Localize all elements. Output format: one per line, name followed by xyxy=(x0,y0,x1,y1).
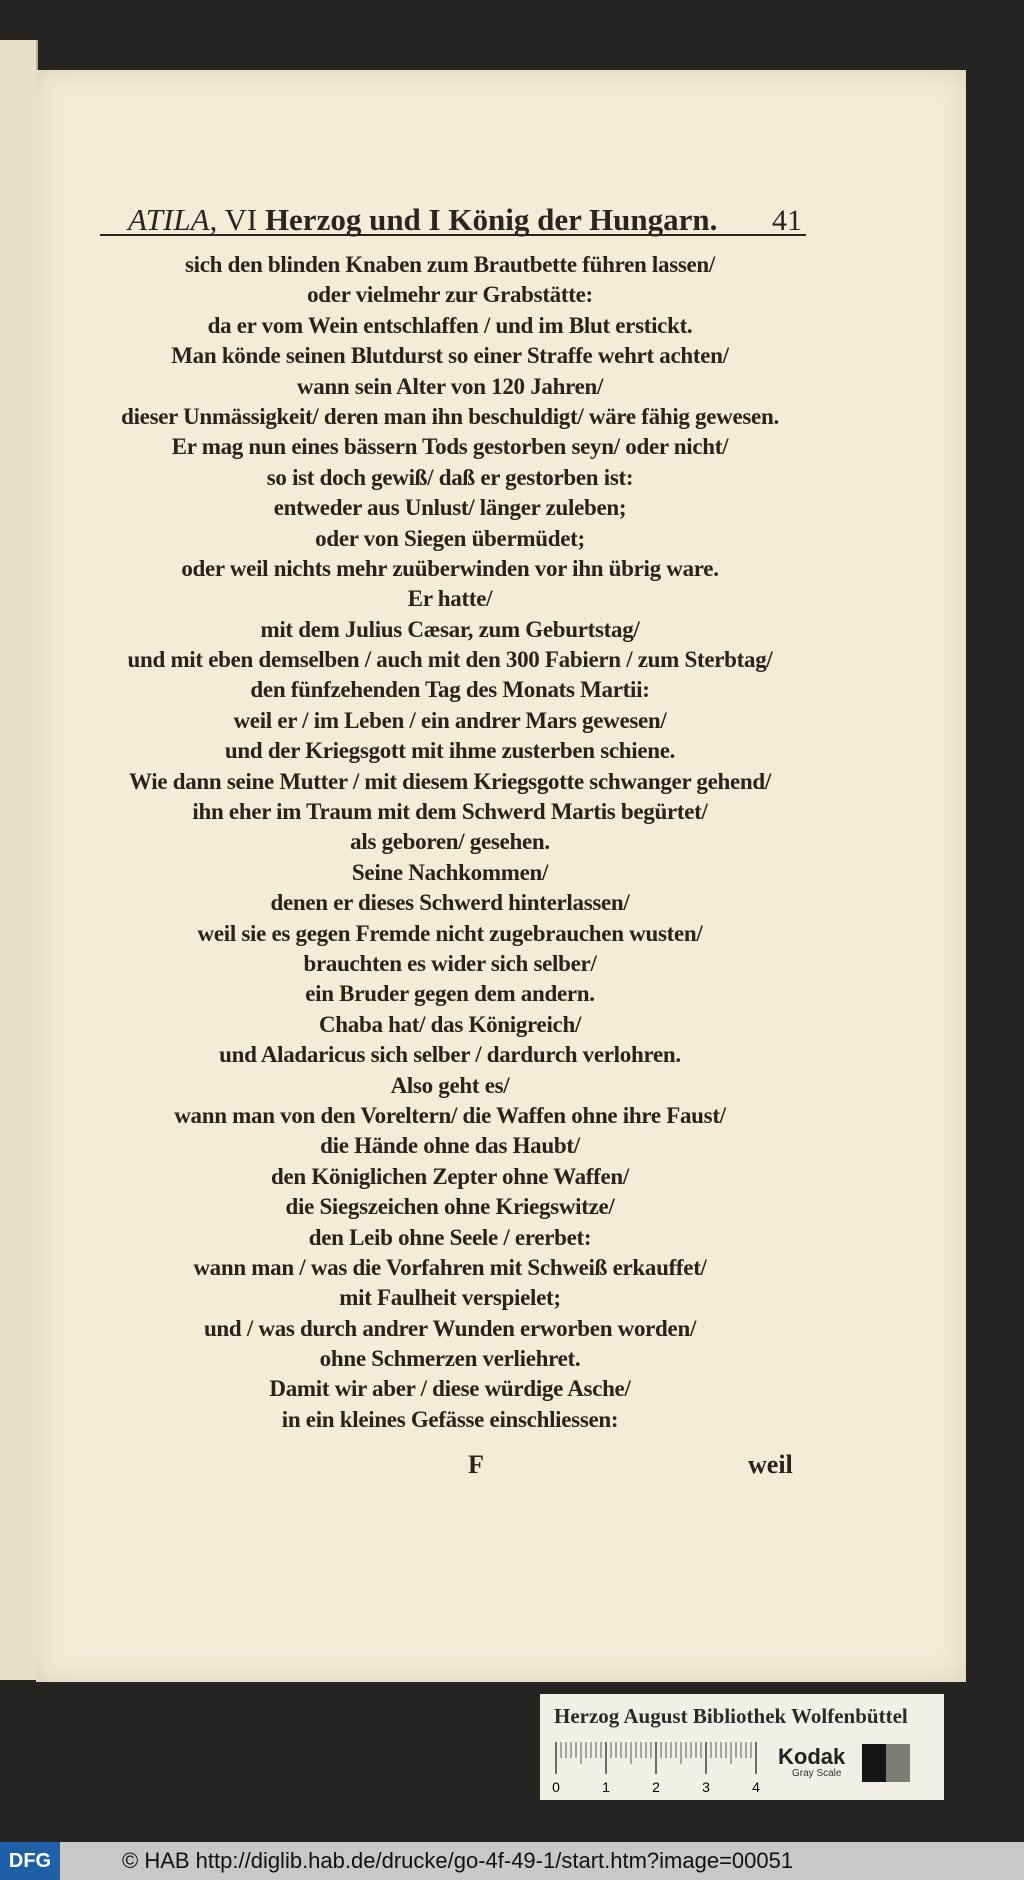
gray-swatch-mid xyxy=(886,1744,910,1782)
text-line: und / was durch andrer Wunden erworben worden/ xyxy=(203,1315,697,1341)
text-line: mit dem Julius Cæsar, zum Geburtstag/ xyxy=(260,616,640,642)
text-line: sich den blinden Knaben zum Brautbette führen lassen/ xyxy=(184,252,715,277)
text-line: ein Bruder gegen dem andern. xyxy=(305,981,595,1007)
page-number: 41 xyxy=(772,204,802,237)
ruler-label: 3 xyxy=(702,1779,710,1795)
text-line: ihn eher im Traum mit dem Schwerd Martis begürtet/ xyxy=(192,799,708,825)
dfg-logo: DFG xyxy=(0,1842,60,1880)
gray-swatch-black xyxy=(862,1744,886,1782)
ruler-label: 2 xyxy=(652,1779,660,1795)
ruler-scale xyxy=(554,1738,764,1794)
header-title xyxy=(128,202,717,238)
text-line: Seine Nachkommen/ xyxy=(351,859,549,885)
adjacent-page-edge xyxy=(0,40,38,1680)
text-line: den Leib ohne Seele / ererbet: xyxy=(308,1224,592,1250)
text-line: oder vielmehr zur Grabstätte: xyxy=(307,282,593,308)
text-line: weil er / im Leben / ein andrer Mars gewesen/ xyxy=(233,707,667,733)
text-line: den fünfzehenden Tag des Monats Martii: xyxy=(250,677,650,703)
gray-scale-label: Gray Scale xyxy=(792,1768,842,1779)
header-title-italic: ATILA, xyxy=(128,202,218,237)
ruler-label: 0 xyxy=(552,1779,560,1795)
text-line: Damit wir aber / diese würdige Asche/ xyxy=(269,1376,631,1402)
signature-mark: F xyxy=(468,1450,484,1479)
catchword: weil xyxy=(748,1450,793,1479)
text-line: die Hände ohne das Haubt/ xyxy=(320,1133,580,1159)
text-line: den Königlichen Zepter ohne Waffen/ xyxy=(271,1163,629,1189)
text-line: Also geht es/ xyxy=(390,1072,510,1098)
text-line: brauchten es wider sich selber/ xyxy=(303,950,597,976)
text-line: und mit eben demselben / auch mit den 300 Fabiern / zum Sterbtag/ xyxy=(127,647,773,673)
library-color-card xyxy=(540,1694,944,1800)
gray-swatch-white xyxy=(910,1744,934,1782)
text-line: Wie dann seine Mutter / mit diesem Kriegsgotte schwanger gehend/ xyxy=(129,768,771,794)
text-line: Man könde seinen Blutdurst so einer Straffe wehrt achten/ xyxy=(171,343,729,369)
text-line: Er mag nun eines bässern Tods gestorben seyn/ oder nicht/ xyxy=(171,434,729,460)
text-line: Chaba hat/ das Königreich/ xyxy=(318,1011,582,1037)
text-line: oder weil nichts mehr zuüberwinden vor ihn übrig ware. xyxy=(181,555,719,581)
header-title-roman: VI xyxy=(217,202,265,237)
ruler-label: 4 xyxy=(752,1779,760,1795)
text-line: wann man / was die Vorfahren mit Schweiß erkauffet/ xyxy=(193,1254,707,1280)
text-line: wann sein Alter von 120 Jahren/ xyxy=(296,373,604,399)
library-name: Herzog August Bibliothek Wolfenbüttel xyxy=(554,1704,908,1728)
text-line: entweder aus Unlust/ länger zuleben; xyxy=(273,495,627,521)
text-line: denen er dieses Schwerd hinterlassen/ xyxy=(270,890,630,916)
text-line: wann man von den Voreltern/ die Waffen ohne ihre Faust/ xyxy=(174,1102,726,1128)
header-title-blackletter: Herzog und I König der Hungarn. xyxy=(264,202,718,237)
text-line: da er vom Wein entschlaffen / und im Blut erstickt. xyxy=(207,312,693,338)
text-line: dieser Unmässigkeit/ deren man ihn beschuldigt/ wäre fähig gewesen. xyxy=(121,403,779,429)
text-line: Er hatte/ xyxy=(407,586,493,612)
ruler-label: 1 xyxy=(602,1779,610,1795)
kodak-logo: Kodak xyxy=(778,1744,846,1769)
text-line: oder von Siegen übermüdet; xyxy=(315,525,585,551)
text-line: und Aladaricus sich selber / dardurch verlohren. xyxy=(219,1042,681,1068)
text-line: in ein kleines Gefässe einschliessen: xyxy=(281,1406,619,1432)
footer-bar xyxy=(0,1842,1024,1880)
text-line: so ist doch gewiß/ daß er gestorben ist: xyxy=(266,464,634,490)
page-body-text xyxy=(90,250,810,1435)
text-line: als geboren/ gesehen. xyxy=(350,829,550,855)
text-line: ohne Schmerzen verliehret. xyxy=(319,1346,581,1372)
text-line: die Siegszeichen ohne Kriegswitze/ xyxy=(285,1194,615,1220)
text-line: mit Faulheit verspielet; xyxy=(339,1285,561,1311)
copyright-url[interactable]: © HAB http://diglib.hab.de/drucke/go-4f-49-1/start.htm?image=00051 xyxy=(122,1848,794,1873)
text-line: weil sie es gegen Fremde nicht zugebrauchen wusten/ xyxy=(197,920,703,946)
running-header xyxy=(100,200,806,236)
text-line: und der Kriegsgott mit ihme zusterben schiene. xyxy=(224,738,676,764)
